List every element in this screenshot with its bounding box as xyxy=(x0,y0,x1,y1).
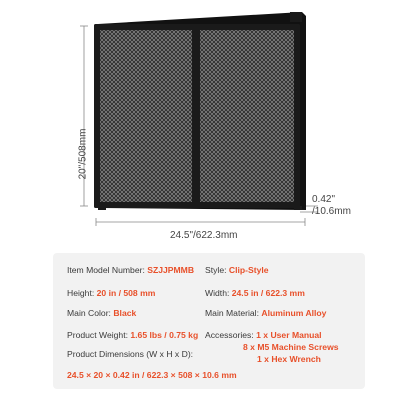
color-label: Main Color: xyxy=(67,308,111,318)
specs-panel xyxy=(53,253,365,389)
spec-height xyxy=(67,288,155,299)
material-value: Aluminum Alloy xyxy=(261,308,327,318)
style-value: Clip-Style xyxy=(228,265,269,275)
height-dimension-label: 20"/508mm xyxy=(77,128,89,180)
height-value: 20 in / 508 mm xyxy=(96,288,156,298)
accessories-label: Accessories: xyxy=(205,330,254,340)
spec-style xyxy=(205,265,269,276)
spec-dimensions xyxy=(67,349,193,360)
color-value: Black xyxy=(113,308,137,318)
spec-width xyxy=(205,288,305,299)
model-value: SZJJPMMB xyxy=(147,265,195,275)
width-value: 24.5 in / 622.3 mm xyxy=(231,288,305,298)
depth-inches: 0.42" xyxy=(312,194,336,205)
spec-color xyxy=(67,308,136,319)
weight-label: Product Weight: xyxy=(67,330,128,340)
depth-dimension-label xyxy=(312,194,351,218)
style-label: Style: xyxy=(205,265,227,275)
accessory-item: 8 x M5 Machine Screws xyxy=(243,342,339,352)
depth-mm: /10.6mm xyxy=(312,206,351,217)
dimensions-value: 24.5 × 20 × 0.42 in / 622.3 × 508 × 10.6 mm xyxy=(67,370,237,380)
material-label: Main Material: xyxy=(205,308,259,318)
height-label: Height: xyxy=(67,288,95,298)
spec-material xyxy=(205,308,326,319)
top-clip xyxy=(290,12,302,22)
spec-accessories xyxy=(205,330,322,341)
spec-model xyxy=(67,265,194,276)
right-mesh-panel xyxy=(200,30,294,202)
dimensions-label: Product Dimensions (W x H x D): xyxy=(67,349,194,359)
width-label: Width: xyxy=(205,288,230,298)
accessory-item: 1 x User Manual xyxy=(256,330,322,340)
accessory-item: 1 x Hex Wrench xyxy=(257,354,321,364)
mesh-panel-product xyxy=(94,12,306,210)
weight-value: 1.65 lbs / 0.75 kg xyxy=(130,330,199,340)
spec-weight xyxy=(67,330,198,341)
model-label: Item Model Number: xyxy=(67,265,145,275)
width-dimension-label: 24.5"/622.3mm xyxy=(170,230,238,241)
left-mesh-panel xyxy=(100,30,192,202)
